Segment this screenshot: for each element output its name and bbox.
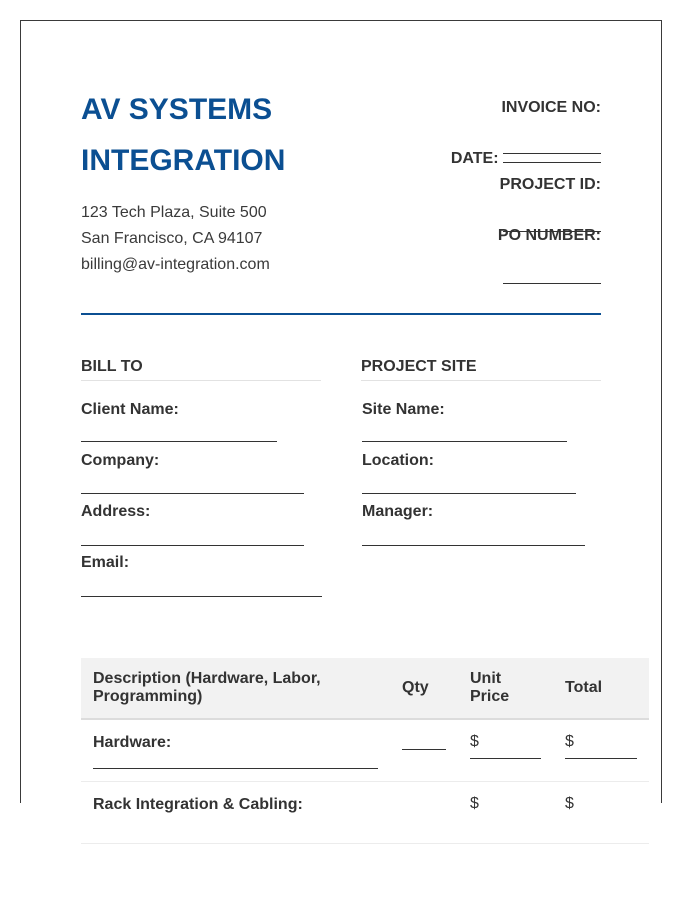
col-unit-price — [458, 658, 553, 719]
total-currency: $ — [565, 794, 574, 812]
col-total: Total — [553, 658, 649, 719]
table-row — [81, 719, 649, 781]
row-qty-cell — [390, 781, 458, 843]
row-label: Hardware: — [93, 734, 172, 751]
row-description-cell — [81, 781, 390, 843]
row-total-cell — [553, 781, 649, 843]
address-line[interactable] — [81, 545, 304, 546]
col-qty: Qty — [390, 658, 458, 719]
company-line[interactable] — [81, 493, 304, 494]
company-name: AV SYSTEMS INTEGRATION — [81, 93, 286, 177]
description-line[interactable] — [93, 768, 378, 769]
row-description-cell — [81, 719, 390, 781]
company-address-line2: San Francisco, CA 94107 — [81, 230, 263, 247]
location-line[interactable] — [362, 493, 576, 494]
row-qty-cell — [390, 719, 458, 781]
company-address — [81, 200, 270, 278]
site-name-label: Site Name: — [362, 401, 445, 418]
project-id-row — [500, 176, 601, 194]
po-number-row — [498, 227, 601, 245]
location-label: Location: — [362, 452, 434, 469]
unit-price-currency: $ — [470, 733, 479, 750]
row-unit-price-cell — [458, 719, 553, 781]
client-name-label: Client Name: — [81, 401, 179, 418]
date-line[interactable] — [503, 161, 601, 163]
row-total-cell — [553, 719, 649, 781]
email-line[interactable] — [81, 596, 322, 597]
col-unit-price-label: Unit Price — [470, 670, 510, 705]
line-items-table — [81, 658, 649, 844]
unit-price-currency: $ — [470, 794, 479, 812]
table-row — [81, 781, 649, 843]
client-name-line[interactable] — [81, 441, 277, 442]
total-line[interactable] — [565, 758, 637, 759]
site-name-line[interactable] — [362, 441, 567, 442]
total-currency: $ — [565, 733, 574, 750]
company-email: billing@av-integration.com — [81, 256, 270, 273]
bill-to-heading: BILL TO — [81, 358, 321, 381]
col-description: Description (Hardware, Labor, Programming) — [81, 658, 390, 719]
po-number-label: PO NUMBER: — [497, 227, 601, 244]
company-address-line1: 123 Tech Plaza, Suite 500 — [81, 204, 267, 221]
manager-label: Manager: — [362, 503, 434, 520]
project-id-label: PROJECT ID: — [499, 176, 601, 193]
row-unit-price-cell — [458, 781, 553, 843]
invoice-sheet — [20, 20, 662, 813]
po-number-line[interactable] — [503, 282, 601, 284]
company-label: Company: — [81, 452, 160, 469]
qty-line[interactable] — [402, 749, 446, 750]
project-site-heading: PROJECT SITE — [361, 358, 601, 381]
address-label: Address: — [81, 503, 151, 520]
invoice-no-label: INVOICE NO: — [501, 99, 601, 116]
email-label: Email: — [81, 554, 130, 571]
row-label: Rack Integration & Cabling: — [93, 795, 303, 813]
table-header-row — [81, 658, 649, 719]
manager-line[interactable] — [362, 545, 585, 546]
date-row — [451, 150, 601, 168]
date-label: DATE: — [450, 150, 499, 167]
po-number-field — [503, 271, 601, 289]
header-divider — [81, 313, 601, 315]
unit-price-line[interactable] — [470, 758, 541, 759]
invoice-no-row — [501, 99, 601, 117]
